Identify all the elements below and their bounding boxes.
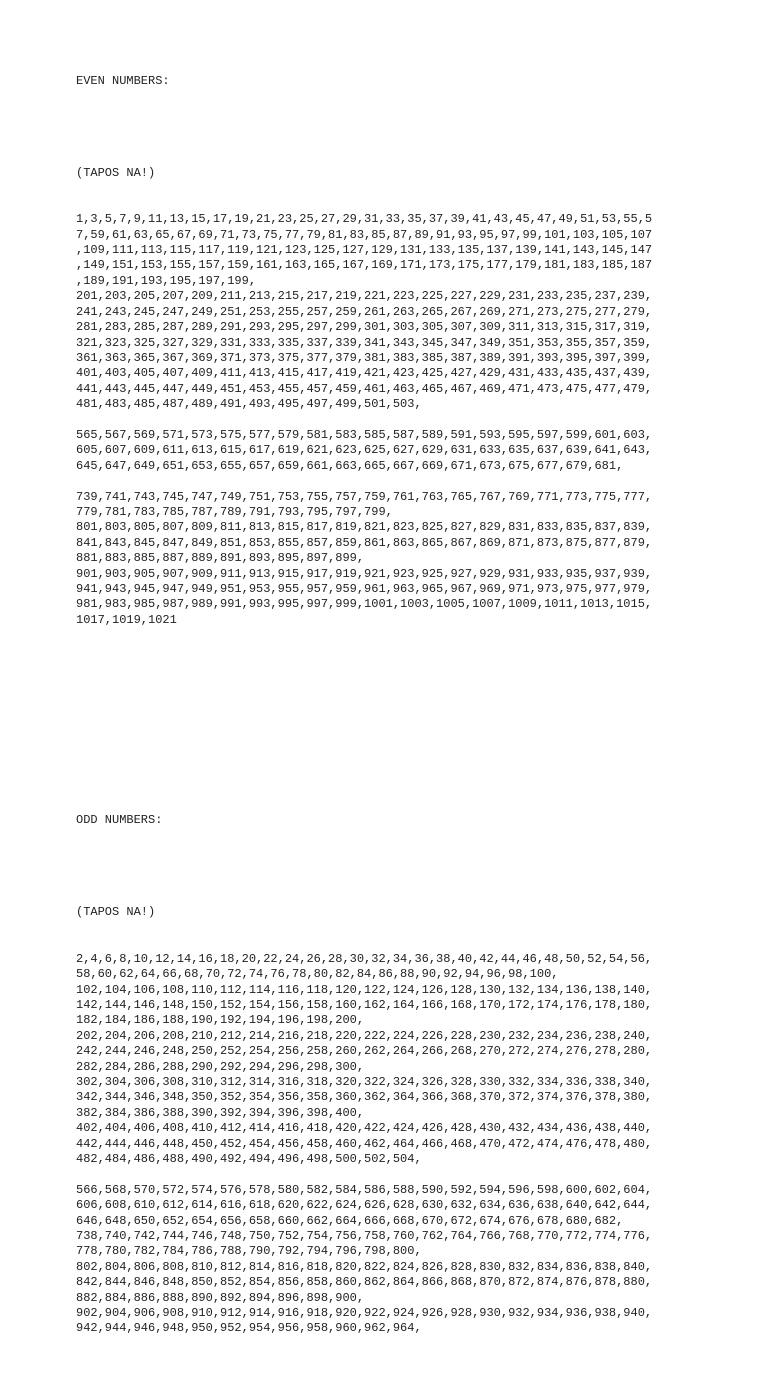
number-line: 901,903,905,907,909,911,913,915,917,919,921,923,925,927,929,931,933,935,937,939, (76, 566, 653, 581)
odd-numbers-section (76, 782, 676, 1367)
number-line: 401,403,405,407,409,411,413,415,417,419,421,423,425,427,429,431,433,435,437,439, (76, 366, 653, 381)
number-line: ,109,111,113,115,117,119,121,123,125,127,129,131,133,135,137,139,141,143,145,147 (76, 243, 653, 258)
spacer (76, 413, 676, 428)
number-line: 779,781,783,785,787,789,791,793,795,797,799, (76, 504, 393, 519)
number-line: 882,884,886,888,890,892,894,896,898,900, (76, 1290, 365, 1305)
number-line: 402,404,406,408,410,412,414,416,418,420,422,424,426,428,430,432,434,436,438,440, (76, 1121, 653, 1136)
number-line: 941,943,945,947,949,951,953,955,957,959,961,963,965,967,969,971,973,975,977,979, (76, 581, 653, 596)
number-line: 442,444,446,448,450,452,454,456,458,460,462,464,466,468,470,472,474,476,478,480, (76, 1136, 653, 1151)
number-line: 142,144,146,148,150,152,154,156,158,160,162,164,166,168,170,172,174,176,178,180, (76, 997, 653, 1012)
number-line: 302,304,306,308,310,312,314,316,318,320,322,324,326,328,330,332,334,336,338,340, (76, 1074, 653, 1089)
number-line: 282,284,286,288,290,292,294,296,298,300, (76, 1059, 365, 1074)
number-line: 2,4,6,8,10,12,14,16,18,20,22,24,26,28,30,32,34,36,38,40,42,44,46,48,50,52,54,56, (76, 951, 653, 966)
number-line: 605,607,609,611,613,615,617,619,621,623,625,627,629,631,633,635,637,639,641,643, (76, 443, 653, 458)
number-line: 981,983,985,987,989,991,993,995,997,999,1001,1003,1005,1007,1009,1011,1013,1015, (76, 597, 653, 612)
number-line: 441,443,445,447,449,451,453,455,457,459,461,463,465,467,469,471,473,475,477,479, (76, 381, 653, 396)
number-line: 242,244,246,248,250,252,254,256,258,260,262,264,266,268,270,272,274,276,278,280, (76, 1044, 653, 1059)
number-line: 778,780,782,784,786,788,790,792,794,796,798,800, (76, 1244, 422, 1259)
number-line: 202,204,206,208,210,212,214,216,218,220,222,224,226,228,230,232,234,236,238,240, (76, 1028, 653, 1043)
number-line: 281,283,285,287,289,291,293,295,297,299,301,303,305,307,309,311,313,315,317,319, (76, 320, 653, 335)
spacer (76, 1167, 676, 1182)
number-line: 565,567,569,571,573,575,577,579,581,583,585,587,589,591,593,595,597,599,601,603, (76, 427, 653, 442)
even-numbers-list (76, 212, 676, 628)
number-line: 801,803,805,807,809,811,813,815,817,819,821,823,825,827,829,831,833,835,837,839, (76, 520, 653, 535)
number-line: 482,484,486,488,490,492,494,496,498,500,502,504, (76, 1151, 422, 1166)
number-line: 102,104,106,108,110,112,114,116,118,120,122,124,126,128,130,132,134,136,138,140, (76, 982, 653, 997)
number-line: 361,363,365,367,369,371,373,375,377,379,381,383,385,387,389,391,393,395,397,399, (76, 350, 653, 365)
number-line: 342,344,346,348,350,352,354,356,358,360,362,364,366,368,370,372,374,376,378,380, (76, 1090, 653, 1105)
even-numbers-heading: EVEN NUMBERS: (76, 73, 170, 88)
number-line: 606,608,610,612,614,616,618,620,622,624,626,628,630,632,634,636,638,640,642,644, (76, 1198, 653, 1213)
number-line: 942,944,946,948,950,952,954,956,958,960,962,964, (76, 1321, 422, 1336)
number-line: 7,59,61,63,65,67,69,71,73,75,77,79,81,83,85,87,89,91,93,95,97,99,101,103,105,107 (76, 227, 653, 242)
number-line: 646,648,650,652,654,656,658,660,662,664,666,668,670,672,674,676,678,680,682, (76, 1213, 624, 1228)
number-line: 241,243,245,247,249,251,253,255,257,259,261,263,265,267,269,271,273,275,277,279, (76, 304, 653, 319)
number-line: 201,203,205,207,209,211,213,215,217,219,221,223,225,227,229,231,233,235,237,239, (76, 289, 653, 304)
number-line: 841,843,845,847,849,851,853,855,857,859,861,863,865,867,869,871,873,875,877,879, (76, 535, 653, 550)
number-line: 739,741,743,745,747,749,751,753,755,757,759,761,763,765,767,769,771,773,775,777, (76, 489, 653, 504)
number-line: 566,568,570,572,574,576,578,580,582,584,586,588,590,592,594,596,598,600,602,604, (76, 1182, 653, 1197)
number-line: ,149,151,153,155,157,159,161,163,165,167,169,171,173,175,177,179,181,183,185,187 (76, 258, 653, 273)
spacer (76, 859, 676, 874)
number-line: 902,904,906,908,910,912,914,916,918,920,922,924,926,928,930,932,934,936,938,940, (76, 1306, 653, 1321)
even-numbers-section (76, 43, 676, 659)
number-line: 382,384,386,388,390,392,394,396,398,400, (76, 1105, 365, 1120)
number-line: 802,804,806,808,810,812,814,816,818,820,822,824,826,828,830,832,834,836,838,840, (76, 1259, 653, 1274)
spacer (76, 474, 676, 489)
spacer (76, 120, 676, 135)
number-line: 481,483,485,487,489,491,493,495,497,499,501,503, (76, 397, 422, 412)
number-line: 58,60,62,64,66,68,70,72,74,76,78,80,82,84,86,88,90,92,94,96,98,100, (76, 967, 559, 982)
section-spacer (76, 705, 676, 736)
number-line: 645,647,649,651,653,655,657,659,661,663,665,667,669,671,673,675,677,679,681, (76, 458, 624, 473)
even-numbers-note: (TAPOS NA!) (76, 166, 156, 181)
number-line: 1,3,5,7,9,11,13,15,17,19,21,23,25,27,29,31,33,35,37,39,41,43,45,47,49,51,53,55,5 (76, 212, 653, 227)
odd-numbers-note: (TAPOS NA!) (76, 905, 156, 920)
number-line: 842,844,846,848,850,852,854,856,858,860,862,864,866,868,870,872,874,876,878,880, (76, 1275, 653, 1290)
number-line: ,189,191,193,195,197,199, (76, 273, 257, 288)
odd-numbers-heading: ODD NUMBERS: (76, 813, 163, 828)
document-page (76, 12, 676, 1383)
number-line: 321,323,325,327,329,331,333,335,337,339,341,343,345,347,349,351,353,355,357,359, (76, 335, 653, 350)
number-line: 881,883,885,887,889,891,893,895,897,899, (76, 551, 365, 566)
odd-numbers-list (76, 952, 676, 1337)
number-line: 738,740,742,744,746,748,750,752,754,756,758,760,762,764,766,768,770,772,774,776, (76, 1229, 653, 1243)
number-line: 182,184,186,188,190,192,194,196,198,200, (76, 1013, 365, 1028)
number-line: 1017,1019,1021 (76, 612, 177, 627)
